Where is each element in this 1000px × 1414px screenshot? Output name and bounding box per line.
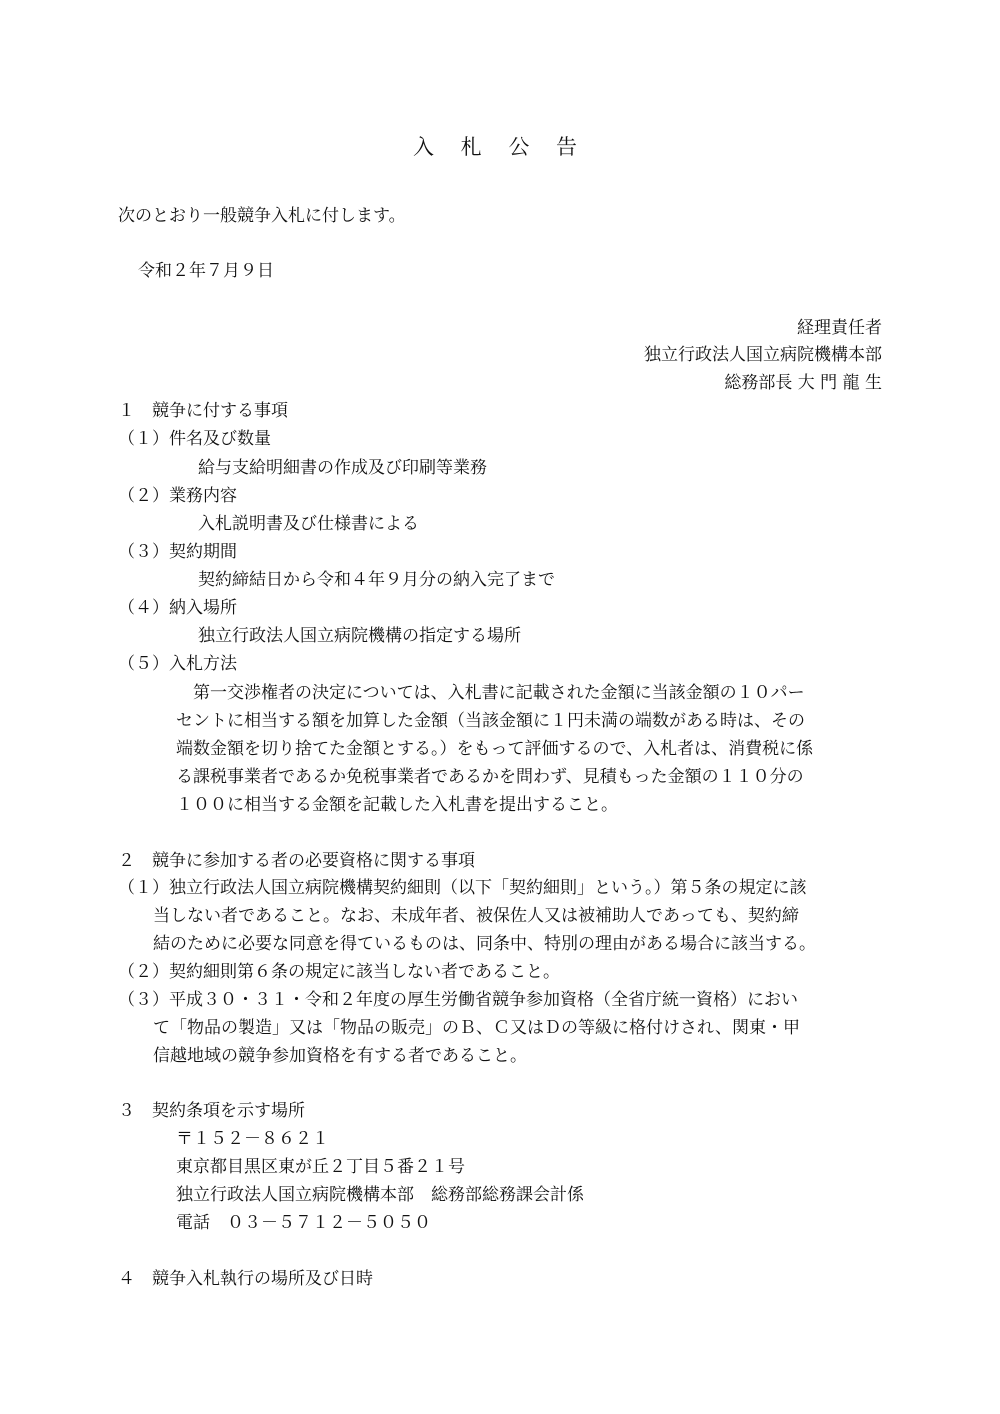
section2-item1-line: （１）独立行政法人国立病院機構契約細則（以下「契約細則」という。）第５条の規定に該 xyxy=(118,878,807,898)
issuer-role: 経理責任者 xyxy=(797,318,882,338)
document-title: 入 札 公 告 xyxy=(412,135,588,159)
intro-text: 次のとおり一般競争入札に付します。 xyxy=(118,206,406,226)
section1-item5-line: る課税事業者であるか免税事業者であるかを問わず、見積もった金額の１１０分の xyxy=(176,767,804,787)
notice-date: 令和２年７月９日 xyxy=(138,261,274,281)
section2-item3-line: （３）平成３０・３１・令和２年度の厚生労働省競争参加資格（全省庁統一資格）におい xyxy=(118,990,798,1010)
section1-item1-body: 給与支給明細書の作成及び印刷等業務 xyxy=(198,458,487,478)
postal-code: 〒１５２－８６２１ xyxy=(176,1129,329,1149)
section1-item4-body: 独立行政法人国立病院機構の指定する場所 xyxy=(198,626,521,646)
section2-item3-line: て「物品の製造」又は「物品の販売」のＢ、Ｃ又はＤの等級に格付けされ、関東・甲 xyxy=(153,1018,801,1038)
section1-item2-body: 入札説明書及び仕様書による xyxy=(198,514,419,534)
section1-item3-body: 契約締結日から令和４年９月分の納入完了まで xyxy=(198,570,555,590)
section1-item4-label: （４）納入場所 xyxy=(118,598,237,618)
phone-number: 電話 ０３－５７１２－５０５０ xyxy=(176,1213,431,1233)
department: 独立行政法人国立病院機構本部 総務部総務課会計係 xyxy=(176,1185,584,1205)
section1-heading: １ 競争に付する事項 xyxy=(118,401,288,421)
section2-heading: ２ 競争に参加する者の必要資格に関する事項 xyxy=(118,851,475,871)
section2-item1-line: 結のために必要な同意を得ているものは、同条中、特別の理由がある場合に該当する。 xyxy=(153,934,816,954)
section1-item5-line: 第一交渉権者の決定については、入札書に記載された金額に当該金額の１０パー xyxy=(176,683,805,703)
section1-item5-line: 端数金額を切り捨てた金額とする。）をもって評価するので、入札者は、消費税に係 xyxy=(176,739,814,759)
section2-item3-line: 信越地域の競争参加資格を有する者であること。 xyxy=(153,1046,527,1066)
section2-item1-line: 当しない者であること。なお、未成年者、被保佐人又は被補助人であっても、契約締 xyxy=(153,906,799,926)
section4-heading: ４ 競争入札執行の場所及び日時 xyxy=(118,1269,373,1289)
issuer-organization: 独立行政法人国立病院機構本部 xyxy=(644,345,882,365)
section1-item5-line: セントに相当する額を加算した金額（当該金額に１円未満の端数がある時は、その xyxy=(176,711,805,731)
section1-item2-label: （２）業務内容 xyxy=(118,486,237,506)
section1-item1-label: （１）件名及び数量 xyxy=(118,429,271,449)
section3-heading: ３ 契約条項を示す場所 xyxy=(118,1101,305,1121)
section1-item5-label: （５）入札方法 xyxy=(118,654,237,674)
section1-item5-line: １００に相当する金額を記載した入札書を提出すること。 xyxy=(176,795,618,815)
issuer-name: 総務部長 大 門 龍 生 xyxy=(724,373,882,393)
section1-item3-label: （３）契約期間 xyxy=(118,542,237,562)
section2-item2-line: （２）契約細則第６条の規定に該当しない者であること。 xyxy=(118,962,560,982)
address: 東京都目黒区東が丘２丁目５番２１号 xyxy=(176,1157,465,1177)
